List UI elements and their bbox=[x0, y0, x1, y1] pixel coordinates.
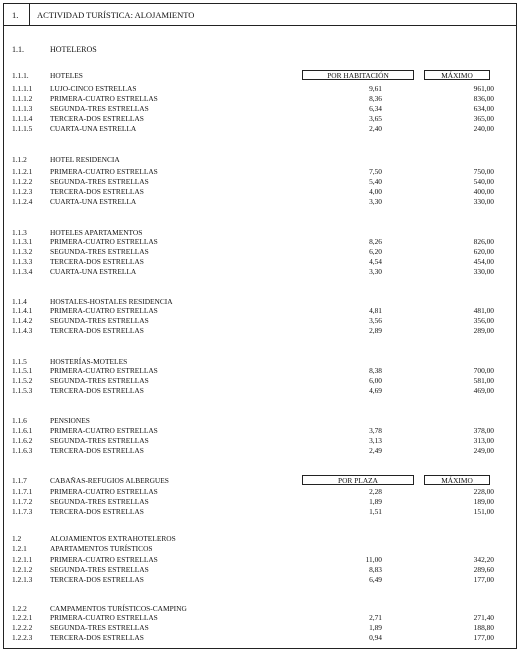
table-row bbox=[0, 114, 526, 124]
row-number: 1.1.5.1 bbox=[12, 366, 33, 375]
rate-value: 2,28 bbox=[369, 487, 382, 496]
row-label: PRIMERA-CUATRO ESTRELLAS bbox=[50, 167, 158, 176]
row-label: HOTEL RESIDENCIA bbox=[50, 155, 120, 164]
row-label: CUARTA-UNA ESTRELLA bbox=[50, 124, 137, 133]
rate-value: 8,83 bbox=[369, 565, 382, 574]
row-number: 1.1.5 bbox=[12, 357, 27, 366]
row-number: 1.1.3.2 bbox=[12, 247, 33, 256]
rate-value: 3,78 bbox=[369, 426, 382, 435]
row-label: CABAÑAS-REFUGIOS ALBERGUES bbox=[50, 476, 169, 485]
row-number: 1.1.5.3 bbox=[12, 386, 33, 395]
rate-value: 8,38 bbox=[369, 366, 382, 375]
max-value: 700,00 bbox=[473, 366, 494, 375]
table-row bbox=[0, 247, 526, 257]
max-value: 365,00 bbox=[473, 114, 494, 123]
table-row bbox=[0, 316, 526, 326]
table-row bbox=[0, 376, 526, 386]
table-row bbox=[0, 507, 526, 517]
rate-value: 11,00 bbox=[365, 555, 382, 564]
column-header-rate: POR PLAZA bbox=[302, 475, 414, 485]
row-number: 1.1.6 bbox=[12, 416, 27, 425]
rate-value: 4,81 bbox=[369, 306, 382, 315]
row-number: 1.2.1.1 bbox=[12, 555, 33, 564]
row-label: TERCERA-DOS ESTRELLAS bbox=[50, 507, 144, 516]
max-value: 330,00 bbox=[473, 197, 494, 206]
table-row bbox=[0, 446, 526, 456]
row-number: 1.1.6.1 bbox=[12, 426, 33, 435]
max-value: 188,80 bbox=[473, 623, 494, 632]
rate-value: 3,56 bbox=[369, 316, 382, 325]
row-label: SEGUNDA-TRES ESTRELLAS bbox=[50, 316, 149, 325]
max-value: 189,00 bbox=[473, 497, 494, 506]
rate-value: 4,00 bbox=[369, 187, 382, 196]
document-header bbox=[3, 3, 517, 26]
rate-value: 0,94 bbox=[369, 633, 382, 642]
table-row bbox=[0, 497, 526, 507]
rate-value: 3,65 bbox=[369, 114, 382, 123]
row-label: HOTELEROS bbox=[50, 45, 97, 54]
rate-value: 7,50 bbox=[369, 167, 382, 176]
max-value: 249,00 bbox=[473, 446, 494, 455]
row-number: 1.2 bbox=[12, 534, 22, 543]
max-value: 469,00 bbox=[473, 386, 494, 395]
row-number: 1.1.1. bbox=[12, 71, 29, 80]
row-number: 1.1.7.1 bbox=[12, 487, 33, 496]
row-number: 1.1.3 bbox=[12, 228, 27, 237]
max-value: 313,00 bbox=[473, 436, 494, 445]
row-label: TERCERA-DOS ESTRELLAS bbox=[50, 633, 144, 642]
row-number: 1.1.6.3 bbox=[12, 446, 33, 455]
row-label: CAMPAMENTOS TURÍSTICOS-CAMPING bbox=[50, 604, 187, 613]
row-label: ALOJAMIENTOS EXTRAHOTELEROS bbox=[50, 534, 176, 543]
table-row bbox=[0, 187, 526, 197]
table-row bbox=[0, 534, 526, 544]
table-row bbox=[0, 267, 526, 277]
row-number: 1.1.2.3 bbox=[12, 187, 33, 196]
rate-value: 2,89 bbox=[369, 326, 382, 335]
row-label: PRIMERA-CUATRO ESTRELLAS bbox=[50, 306, 158, 315]
row-number: 1.2.2.2 bbox=[12, 623, 33, 632]
table-row bbox=[0, 257, 526, 267]
column-header-rate: POR HABITACIÓN bbox=[302, 70, 414, 80]
table-row bbox=[0, 613, 526, 623]
table-row bbox=[0, 487, 526, 497]
rate-value: 8,36 bbox=[369, 94, 382, 103]
row-label: PRIMERA-CUATRO ESTRELLAS bbox=[50, 426, 158, 435]
row-label: SEGUNDA-TRES ESTRELLAS bbox=[50, 497, 149, 506]
row-number: 1.1.2.2 bbox=[12, 177, 33, 186]
row-number: 1.1.7.3 bbox=[12, 507, 33, 516]
rate-value: 6,34 bbox=[369, 104, 382, 113]
rate-value: 6,20 bbox=[369, 247, 382, 256]
row-label: CUARTA-UNA ESTRELLA bbox=[50, 267, 137, 276]
row-label: TERCERA-DOS ESTRELLAS bbox=[50, 386, 144, 395]
table-row bbox=[0, 426, 526, 436]
column-header-max: MÁXIMO bbox=[424, 475, 490, 485]
row-label: PRIMERA-CUATRO ESTRELLAS bbox=[50, 237, 158, 246]
row-number: 1.1.3.4 bbox=[12, 267, 33, 276]
max-value: 454,00 bbox=[473, 257, 494, 266]
row-number: 1.1. bbox=[12, 45, 24, 54]
table-row bbox=[0, 416, 526, 426]
table-row bbox=[0, 575, 526, 585]
row-number: 1.2.1 bbox=[12, 544, 27, 553]
max-value: 342,20 bbox=[473, 555, 494, 564]
row-label: TERCERA-DOS ESTRELLAS bbox=[50, 575, 144, 584]
rate-value: 1,89 bbox=[369, 497, 382, 506]
row-label: PENSIONES bbox=[50, 416, 90, 425]
row-label: SEGUNDA-TRES ESTRELLAS bbox=[50, 177, 149, 186]
table-row bbox=[0, 386, 526, 396]
table-row bbox=[0, 167, 526, 177]
header-divider bbox=[29, 3, 30, 25]
table-row bbox=[0, 544, 526, 554]
row-label: PRIMERA-CUATRO ESTRELLAS bbox=[50, 555, 158, 564]
row-number: 1.1.5.2 bbox=[12, 376, 33, 385]
table-row bbox=[0, 237, 526, 247]
row-label: LUJO-CINCO ESTRELLAS bbox=[50, 84, 137, 93]
row-number: 1.1.1.5 bbox=[12, 124, 33, 133]
row-label: CUARTA-UNA ESTRELLA bbox=[50, 197, 137, 206]
rate-value: 2,40 bbox=[369, 124, 382, 133]
max-value: 177,00 bbox=[473, 575, 494, 584]
row-number: 1.2.2.1 bbox=[12, 613, 33, 622]
max-value: 228,00 bbox=[473, 487, 494, 496]
row-number: 1.2.2 bbox=[12, 604, 27, 613]
row-label: TERCERA-DOS ESTRELLAS bbox=[50, 257, 144, 266]
row-number: 1.1.2.1 bbox=[12, 167, 33, 176]
row-number: 1.1.4.1 bbox=[12, 306, 33, 315]
table-row bbox=[0, 565, 526, 575]
table-row bbox=[0, 306, 526, 316]
max-value: 540,00 bbox=[473, 177, 494, 186]
row-number: 1.2.2.3 bbox=[12, 633, 33, 642]
row-number: 1.1.7.2 bbox=[12, 497, 33, 506]
rate-value: 3,30 bbox=[369, 197, 382, 206]
max-value: 836,00 bbox=[473, 94, 494, 103]
table-row bbox=[0, 84, 526, 94]
row-number: 1.1.7 bbox=[12, 476, 27, 485]
table-row bbox=[0, 436, 526, 446]
max-value: 961,00 bbox=[473, 84, 494, 93]
row-label: TERCERA-DOS ESTRELLAS bbox=[50, 187, 144, 196]
max-value: 330,00 bbox=[473, 267, 494, 276]
rate-value: 8,26 bbox=[369, 237, 382, 246]
row-number: 1.1.4.2 bbox=[12, 316, 33, 325]
max-value: 289,00 bbox=[473, 326, 494, 335]
row-number: 1.1.2 bbox=[12, 155, 27, 164]
table-row bbox=[0, 155, 526, 165]
header-title: ACTIVIDAD TURÍSTICA: ALOJAMIENTO bbox=[37, 10, 195, 20]
rate-value: 1,89 bbox=[369, 623, 382, 632]
row-label: SEGUNDA-TRES ESTRELLAS bbox=[50, 565, 149, 574]
rate-value: 6,00 bbox=[369, 376, 382, 385]
row-label: HOTELES APARTAMENTOS bbox=[50, 228, 143, 237]
table-row bbox=[0, 104, 526, 114]
header-number: 1. bbox=[12, 10, 19, 20]
table-row bbox=[0, 366, 526, 376]
rate-value: 6,49 bbox=[369, 575, 382, 584]
max-value: 151,00 bbox=[473, 507, 494, 516]
row-label: HOSTERÍAS-MOTELES bbox=[50, 357, 128, 366]
rate-value: 9,61 bbox=[369, 84, 382, 93]
table-row bbox=[0, 326, 526, 336]
max-value: 481,00 bbox=[473, 306, 494, 315]
max-value: 271,40 bbox=[473, 613, 494, 622]
max-value: 634,00 bbox=[473, 104, 494, 113]
rate-value: 2,71 bbox=[369, 613, 382, 622]
row-number: 1.1.1.4 bbox=[12, 114, 33, 123]
max-value: 240,00 bbox=[473, 124, 494, 133]
row-label: HOSTALES-HOSTALES RESIDENCIA bbox=[50, 297, 173, 306]
max-value: 356,00 bbox=[473, 316, 494, 325]
max-value: 826,00 bbox=[473, 237, 494, 246]
max-value: 289,60 bbox=[473, 565, 494, 574]
row-number: 1.1.6.2 bbox=[12, 436, 33, 445]
row-number: 1.2.1.3 bbox=[12, 575, 33, 584]
rate-value: 1,51 bbox=[369, 507, 382, 516]
row-number: 1.1.1.3 bbox=[12, 104, 33, 113]
row-label: HOTELES bbox=[50, 71, 83, 80]
rate-value: 2,49 bbox=[369, 446, 382, 455]
max-value: 378,00 bbox=[473, 426, 494, 435]
row-label: APARTAMENTOS TURÍSTICOS bbox=[50, 544, 153, 553]
row-number: 1.1.1.2 bbox=[12, 94, 33, 103]
row-label: TERCERA-DOS ESTRELLAS bbox=[50, 446, 144, 455]
row-label: SEGUNDA-TRES ESTRELLAS bbox=[50, 376, 149, 385]
table-row bbox=[0, 45, 526, 55]
row-number: 1.1.3.1 bbox=[12, 237, 33, 246]
row-label: TERCERA-DOS ESTRELLAS bbox=[50, 326, 144, 335]
max-value: 177,00 bbox=[473, 633, 494, 642]
row-label: SEGUNDA-TRES ESTRELLAS bbox=[50, 104, 149, 113]
table-row bbox=[0, 197, 526, 207]
max-value: 400,00 bbox=[473, 187, 494, 196]
max-value: 581,00 bbox=[473, 376, 494, 385]
max-value: 750,00 bbox=[473, 167, 494, 176]
table-row bbox=[0, 555, 526, 565]
rate-value: 3,13 bbox=[369, 436, 382, 445]
row-label: TERCERA-DOS ESTRELLAS bbox=[50, 114, 144, 123]
row-label: PRIMERA-CUATRO ESTRELLAS bbox=[50, 487, 158, 496]
rate-value: 3,30 bbox=[369, 267, 382, 276]
row-number: 1.1.4 bbox=[12, 297, 27, 306]
table-row bbox=[0, 94, 526, 104]
row-number: 1.1.2.4 bbox=[12, 197, 33, 206]
row-label: PRIMERA-CUATRO ESTRELLAS bbox=[50, 94, 158, 103]
column-header-max: MÁXIMO bbox=[424, 70, 490, 80]
row-number: 1.1.1.1 bbox=[12, 84, 33, 93]
row-label: SEGUNDA-TRES ESTRELLAS bbox=[50, 623, 149, 632]
table-row bbox=[0, 124, 526, 134]
row-label: PRIMERA-CUATRO ESTRELLAS bbox=[50, 613, 158, 622]
table-row bbox=[0, 623, 526, 633]
rate-value: 4,69 bbox=[369, 386, 382, 395]
rate-value: 4,54 bbox=[369, 257, 382, 266]
row-number: 1.1.3.3 bbox=[12, 257, 33, 266]
max-value: 620,00 bbox=[473, 247, 494, 256]
rate-value: 5,40 bbox=[369, 177, 382, 186]
table-row bbox=[0, 633, 526, 643]
row-label: SEGUNDA-TRES ESTRELLAS bbox=[50, 247, 149, 256]
row-label: PRIMERA-CUATRO ESTRELLAS bbox=[50, 366, 158, 375]
table-row bbox=[0, 177, 526, 187]
row-label: SEGUNDA-TRES ESTRELLAS bbox=[50, 436, 149, 445]
row-number: 1.2.1.2 bbox=[12, 565, 33, 574]
row-number: 1.1.4.3 bbox=[12, 326, 33, 335]
